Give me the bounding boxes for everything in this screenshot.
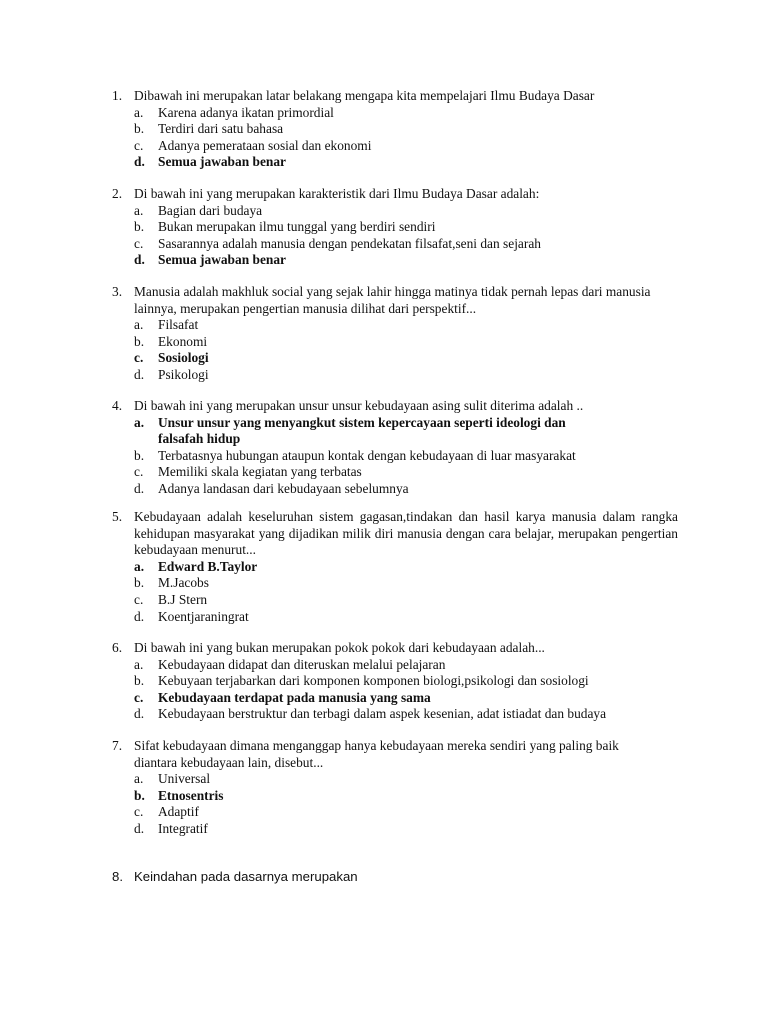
option-letter: a. xyxy=(134,104,144,120)
option-letter: c. xyxy=(134,591,144,607)
question-3 xyxy=(112,284,678,384)
option-letter: c. xyxy=(134,137,144,153)
option-b-correct xyxy=(134,788,678,805)
option-c xyxy=(134,592,678,609)
option-text: Semua jawaban benar xyxy=(158,154,286,170)
option-text: Etnosentris xyxy=(158,787,224,803)
option-a-correct xyxy=(134,415,612,448)
option-text: Kebuyaan terjabarkan dari komponen komponen biologi,psikologi dan sosiologi xyxy=(158,673,589,689)
option-letter: c. xyxy=(134,804,144,820)
option-b xyxy=(134,448,678,465)
question-text: Kebudayaan adalah keseluruhan sistem gagasan,tindakan dan hasil karya manusia dalam rangka kehidupan masyarakat yang dijadikan milik diri manusia dengan cara belajar, merupakan pengertian kebudayaan menurut... xyxy=(134,509,678,558)
option-text: B.J Stern xyxy=(158,591,208,607)
option-c xyxy=(134,464,678,481)
option-a xyxy=(134,771,678,788)
option-letter: d. xyxy=(134,252,145,268)
option-letter: d. xyxy=(134,480,145,496)
option-letter: b. xyxy=(134,447,145,463)
option-text: Unsur unsur yang menyangkut sistem kepercayaan seperti ideologi dan falsafah hidup xyxy=(158,414,566,447)
option-d xyxy=(134,821,678,838)
option-text: Karena adanya ikatan primordial xyxy=(158,104,334,120)
option-d xyxy=(134,367,678,384)
option-c xyxy=(134,138,678,155)
option-text: Sasarannya adalah manusia dengan pendekatan filsafat,seni dan sejarah xyxy=(158,235,541,251)
question-number: 5. xyxy=(112,509,123,524)
option-d xyxy=(134,609,678,626)
option-text: Integratif xyxy=(158,820,208,836)
option-text: Koentjaraningrat xyxy=(158,608,249,624)
option-b xyxy=(134,673,678,690)
question-text: Di bawah ini yang merupakan unsur unsur kebudayaan asing sulit diterima adalah .. xyxy=(134,398,584,413)
option-c xyxy=(134,804,678,821)
option-letter: b. xyxy=(134,333,145,349)
option-letter: a. xyxy=(134,656,144,672)
question-number: 7. xyxy=(112,738,123,753)
question-text: Manusia adalah makhluk social yang sejak lahir hingga matinya tidak pernah lepas dari manusia lainnya, merupakan pengertian manusia dilihat dari perspektif... xyxy=(134,284,651,316)
option-text: M.Jacobs xyxy=(158,575,209,591)
option-letter: d. xyxy=(134,608,145,624)
option-a xyxy=(134,203,678,220)
question-number: 4. xyxy=(112,398,123,413)
option-a-correct xyxy=(134,559,678,576)
option-text: Memiliki skala kegiatan yang terbatas xyxy=(158,464,362,480)
question-number: 3. xyxy=(112,284,123,299)
option-text: Kebudayaan terdapat pada manusia yang sama xyxy=(158,689,431,705)
option-letter: b. xyxy=(134,575,145,591)
option-c xyxy=(134,236,678,253)
question-text: Di bawah ini yang merupakan karakteristik dari Ilmu Budaya Dasar adalah: xyxy=(134,186,540,201)
question-4 xyxy=(112,398,678,498)
option-text: Universal xyxy=(158,771,211,787)
option-letter: b. xyxy=(134,219,145,235)
option-letter: c. xyxy=(134,689,144,705)
question-text: Di bawah ini yang bukan merupakan pokok pokok dari kebudayaan adalah... xyxy=(134,640,545,655)
option-text: Edward B.Taylor xyxy=(158,558,258,574)
question-number: 1. xyxy=(112,88,123,103)
option-text: Bukan merupakan ilmu tunggal yang berdiri sendiri xyxy=(158,219,436,235)
question-2 xyxy=(112,186,678,269)
question-number: 6. xyxy=(112,640,123,655)
option-letter: b. xyxy=(134,787,145,803)
option-a xyxy=(134,105,678,122)
option-letter: d. xyxy=(134,706,145,722)
option-d xyxy=(134,706,678,723)
option-letter: b. xyxy=(134,673,145,689)
option-letter: d. xyxy=(134,820,145,836)
option-b xyxy=(134,575,678,592)
option-letter: c. xyxy=(134,350,144,366)
option-letter: a. xyxy=(134,414,145,430)
option-b xyxy=(134,219,678,236)
option-text: Semua jawaban benar xyxy=(158,252,286,268)
option-a xyxy=(134,317,678,334)
option-c-correct xyxy=(134,350,678,367)
option-letter: a. xyxy=(134,558,145,574)
option-b xyxy=(134,334,678,351)
question-text: Dibawah ini merupakan latar belakang mengapa kita mempelajari Ilmu Budaya Dasar xyxy=(134,88,595,103)
option-text: Sosiologi xyxy=(158,350,209,366)
question-6 xyxy=(112,640,678,723)
question-text: Keindahan pada dasarnya merupakan xyxy=(134,869,358,884)
option-letter: d. xyxy=(134,366,145,382)
option-text: Psikologi xyxy=(158,366,209,382)
option-letter: c. xyxy=(134,235,144,251)
option-text: Adanya landasan dari kebudayaan sebelumnya xyxy=(158,480,409,496)
option-b xyxy=(134,121,678,138)
question-1 xyxy=(112,88,678,171)
option-letter: a. xyxy=(134,202,144,218)
option-c-correct xyxy=(134,690,678,707)
option-letter: a. xyxy=(134,771,144,787)
question-number: 8. xyxy=(112,869,123,884)
option-d-correct xyxy=(134,154,678,171)
option-text: Adanya pemerataan sosial dan ekonomi xyxy=(158,137,372,153)
option-letter: c. xyxy=(134,464,144,480)
question-7 xyxy=(112,738,678,838)
question-number: 2. xyxy=(112,186,123,201)
option-text: Terdiri dari satu bahasa xyxy=(158,121,284,137)
option-d-correct xyxy=(134,252,678,269)
option-text: Kebudayaan didapat dan diteruskan melalui pelajaran xyxy=(158,656,446,672)
option-text: Kebudayaan berstruktur dan terbagi dalam aspek kesenian, adat istiadat dan budaya xyxy=(158,706,607,722)
option-text: Bagian dari budaya xyxy=(158,202,263,218)
option-letter: a. xyxy=(134,317,144,333)
option-text: Ekonomi xyxy=(158,333,208,349)
option-d xyxy=(134,481,678,498)
question-5 xyxy=(112,509,678,625)
option-letter: b. xyxy=(134,121,145,137)
option-text: Adaptif xyxy=(158,804,199,820)
option-letter: d. xyxy=(134,154,145,170)
question-8 xyxy=(112,869,678,886)
option-text: Filsafat xyxy=(158,317,199,333)
option-a xyxy=(134,657,678,674)
question-text: Sifat kebudayaan dimana menganggap hanya kebudayaan mereka sendiri yang paling baik diantara kebudayaan lain, disebut... xyxy=(134,738,619,770)
option-text: Terbatasnya hubungan ataupun kontak dengan kebudayaan di luar masyarakat xyxy=(158,447,576,463)
